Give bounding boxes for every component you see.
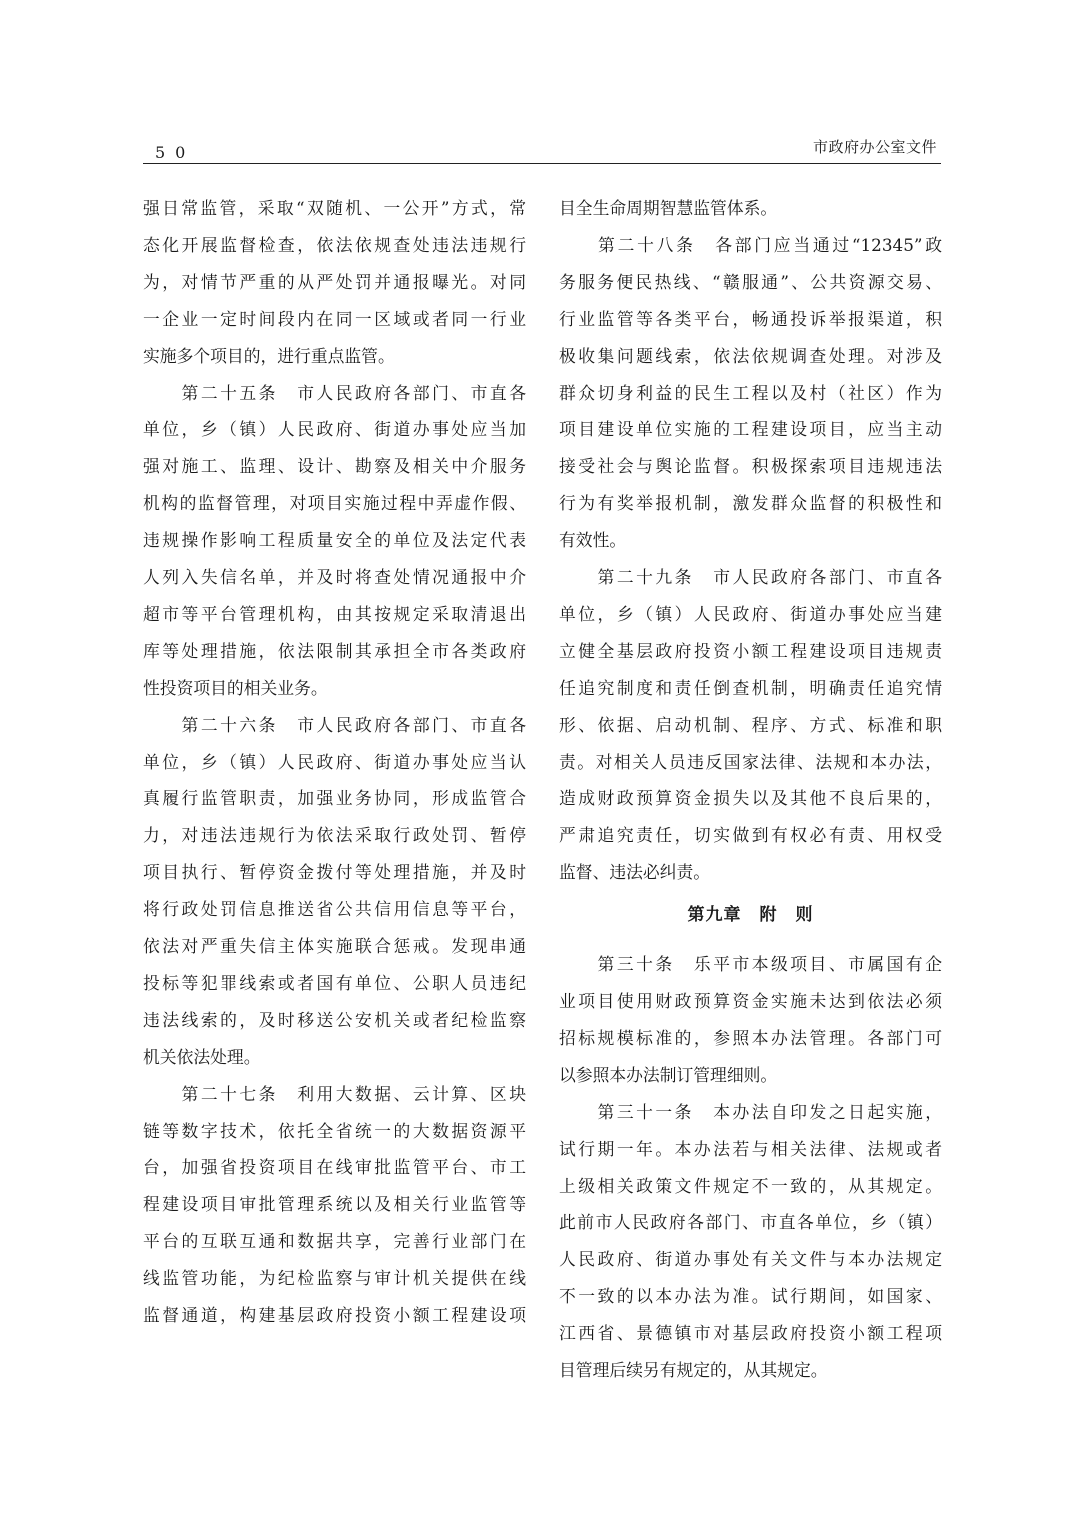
text-line: 不一致的以本办法为准。试行期间，如国家、	[559, 1286, 942, 1307]
right-text-column	[559, 196, 942, 1380]
text-line: 项目建设单位实施的工程建设项目，应当主动	[559, 419, 942, 440]
text-line: 此前市人民政府各部门、市直各单位，乡（镇）	[559, 1212, 942, 1233]
text-line: 目全生命周期智慧监管体系。	[559, 198, 778, 218]
document-header-title: 市政府办公室文件	[812, 138, 937, 156]
text-line: 态化开展监督检查，依法依规查处违法违规行	[143, 234, 526, 255]
text-line: 真履行监管职责，加强业务协同，形成监管合	[143, 788, 526, 809]
text-line: 监督、违法必纠责。	[559, 862, 711, 883]
text-line: 第二十八条 各部门应当通过“12345”政	[559, 234, 942, 255]
text-line: 超市等平台管理机构，由其按规定采取清退出	[143, 603, 526, 624]
text-line: 监督通道，构建基层政府投资小额工程建设项	[143, 1305, 526, 1325]
text-line: 程建设项目审批管理系统以及相关行业监管等	[143, 1194, 526, 1215]
text-line: 行为有奖举报机制，激发群众监督的积极性和	[559, 493, 942, 514]
text-line: 力，对违法违规行为依法采取行政处罚、暂停	[143, 825, 526, 846]
text-line: 上级相关政策文件规定不一致的，从其规定。	[559, 1175, 942, 1196]
text-line: 严肃追究责任，切实做到有权必有责、用权受	[559, 825, 942, 846]
chapter-heading: 第九章 附 则	[687, 905, 814, 926]
text-line: 第二十七条 利用大数据、云计算、区块	[143, 1083, 526, 1104]
header-divider	[143, 163, 941, 164]
text-line: 将行政处罚信息推送省公共信用信息等平台，	[143, 899, 526, 920]
text-line: 强日常监管，采取“双随机、一公开”方式，常	[143, 198, 526, 218]
text-line: 机构的监督管理，对项目实施过程中弄虚作假、	[143, 493, 526, 514]
text-line: 人民政府、街道办事处有关文件与本办法规定	[559, 1249, 942, 1270]
text-line: 第二十六条 市人民政府各部门、市直各	[143, 714, 526, 735]
page-number: 50	[155, 143, 196, 162]
text-line: 单位，乡（镇）人民政府、街道办事处应当加	[143, 419, 526, 440]
text-line: 人列入失信名单，并及时将查处情况通报中介	[143, 567, 526, 587]
text-line: 平台的互联互通和数据共享，完善行业部门在	[143, 1231, 526, 1252]
text-line: 第三十条 乐平市本级项目、市属国有企	[559, 954, 942, 975]
text-line: 违法线索的，及时移送公安机关或者纪检监察	[143, 1009, 526, 1030]
text-line: 强对施工、监理、设计、勘察及相关中介服务	[143, 456, 526, 477]
text-line: 台，加强省投资项目在线审批监管平台、市工	[143, 1157, 526, 1178]
text-line: 目管理后续另有规定的，从其规定。	[559, 1360, 828, 1380]
text-line: 单位，乡（镇）人民政府、街道办事处应当建	[559, 603, 942, 624]
text-line: 有效性。	[559, 530, 627, 551]
text-line: 链等数字技术，依托全省统一的大数据资源平	[143, 1120, 526, 1141]
text-line: 群众切身利益的民生工程以及村（社区）作为	[559, 382, 942, 403]
text-line: 试行期一年。本办法若与相关法律、法规或者	[559, 1138, 942, 1159]
text-line: 为，对情节严重的从严处罚并通报曝光。对同	[143, 271, 526, 292]
left-text-column	[143, 196, 526, 1336]
text-line: 第三十一条 本办法自印发之日起实施，	[559, 1101, 942, 1122]
text-line: 机关依法处理。	[143, 1046, 261, 1067]
text-line: 造成财政预算资金损失以及其他不良后果的，	[559, 788, 942, 809]
text-line: 第二十五条 市人民政府各部门、市直各	[143, 382, 526, 403]
text-line: 依法对严重失信主体实施联合惩戒。发现串通	[143, 936, 526, 956]
text-line: 一企业一定时间段内在同一区域或者同一行业	[143, 308, 526, 329]
text-line: 江西省、景德镇市对基层政府投资小额工程项	[559, 1323, 942, 1344]
text-line: 实施多个项目的，进行重点监管。	[143, 345, 395, 366]
text-line: 违规操作影响工程质量安全的单位及法定代表	[143, 530, 526, 551]
text-line: 极收集问题线索，依法依规调查处理。对涉及	[559, 345, 942, 366]
text-line: 行业监管等各类平台，畅通投诉举报渠道，积	[559, 308, 942, 329]
text-line: 责。对相关人员违反国家法律、法规和本办法，	[559, 751, 942, 772]
text-line: 投标等犯罪线索或者国有单位、公职人员违纪	[143, 972, 526, 993]
text-line: 库等处理措施，依法限制其承担全市各类政府	[143, 640, 526, 661]
text-line: 线监管功能，为纪检监察与审计机关提供在线	[143, 1268, 526, 1289]
text-line: 单位，乡（镇）人民政府、街道办事处应当认	[143, 751, 526, 772]
text-line: 立健全基层政府投资小额工程建设项目违规责	[559, 640, 942, 661]
text-line: 接受社会与舆论监督。积极探索项目违规违法	[559, 456, 942, 477]
text-line: 第二十九条 市人民政府各部门、市直各	[559, 567, 942, 587]
text-line: 性投资项目的相关业务。	[143, 677, 328, 698]
text-line: 务服务便民热线、“赣服通”、公共资源交易、	[559, 271, 942, 292]
text-line: 以参照本办法制订管理细则。	[559, 1064, 778, 1085]
text-line: 形、依据、启动机制、程序、方式、标准和职	[559, 714, 942, 735]
text-line: 招标规模标准的，参照本办法管理。各部门可	[559, 1027, 942, 1048]
text-line: 任追究制度和责任倒查机制，明确责任追究情	[559, 677, 942, 698]
text-line: 业项目使用财政预算资金实施未达到依法必须	[559, 991, 942, 1011]
text-line: 项目执行、暂停资金拨付等处理措施，并及时	[143, 862, 526, 883]
